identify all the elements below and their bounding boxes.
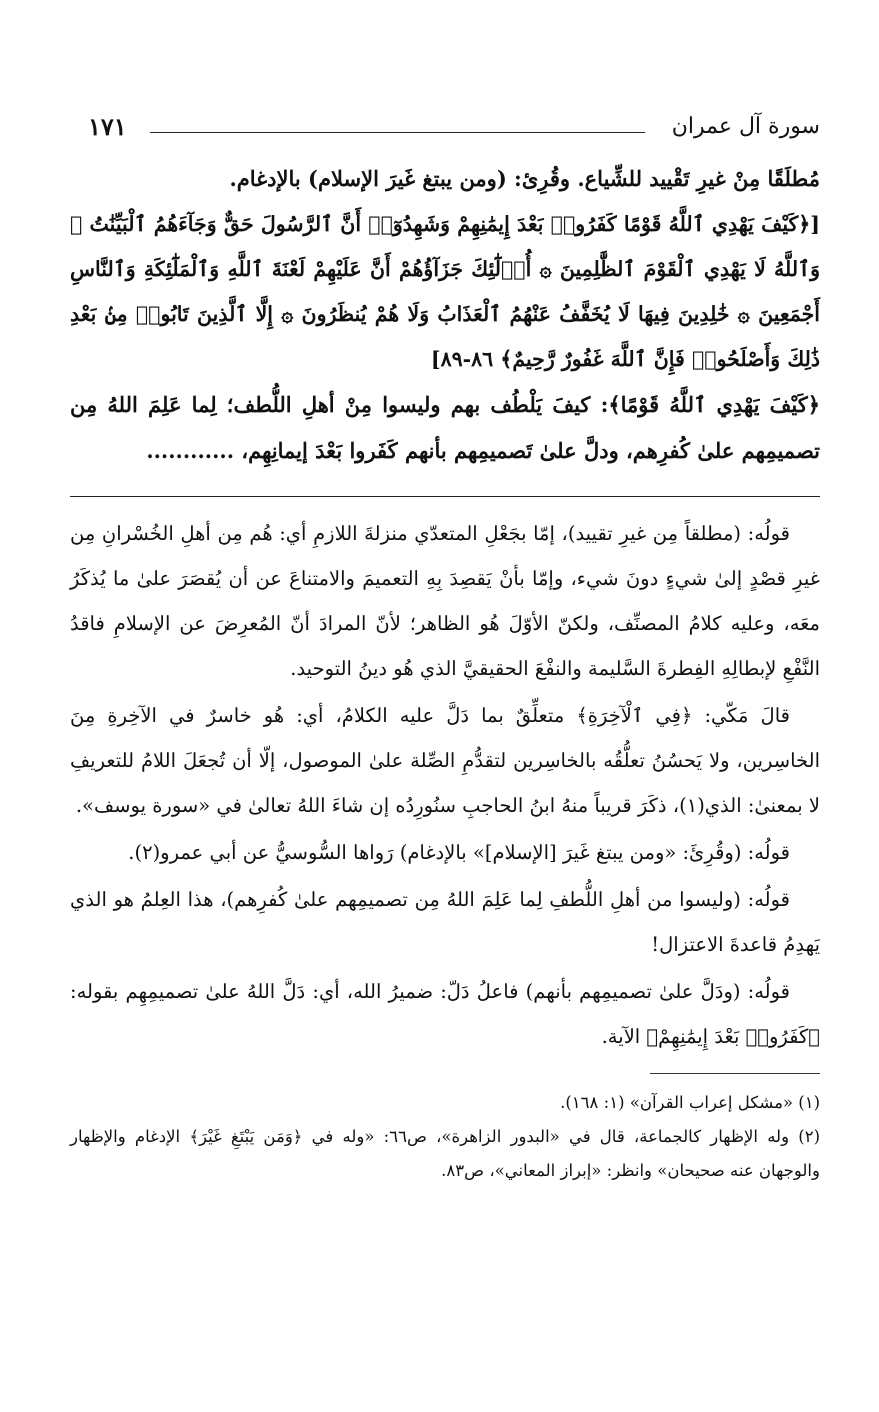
footnote-rule xyxy=(650,1073,820,1074)
running-title: سورة آل عمران xyxy=(671,114,820,139)
page-number: ١٧١ xyxy=(88,112,127,141)
quran-verses: [﴿كَيْفَ يَهْدِي ٱللَّهُ قَوْمًا كَفَرُوا۟ بَعْدَ إِيمَٰنِهِمْ وَشَهِدُوٓا۟ أَنَّ ٱلرَّسُولَ حَقٌّ وَجَآءَهُمُ ٱلْبَيِّنَٰتُ ۚ وَٱللَّهُ لَا يَهْدِي ٱلْقَوْمَ ٱلظَّٰلِمِينَ ۞ أُو۟لَٰٓئِكَ جَزَآؤُهُمْ أَنَّ عَلَيْهِمْ لَعْنَةَ ٱللَّهِ وَٱلْمَلَٰٓئِكَةِ وَٱلنَّاسِ أَجْمَعِينَ ۞ خَٰلِدِينَ فِيهَا لَا يُخَفَّفُ عَنْهُمُ ٱلْعَذَابُ وَلَا هُمْ يُنظَرُونَ ۞ إِلَّا ٱلَّذِينَ تَابُوا۟ مِنۢ بَعْدِ ذَٰلِكَ وَأَصْلَحُوا۟ فَإِنَّ ٱللَّهَ غَفُورٌ رَّحِيمٌ﴾ ٨٦-٨٩] xyxy=(70,212,820,371)
page-header xyxy=(70,110,820,150)
section-divider xyxy=(70,496,820,497)
main-text xyxy=(70,156,820,474)
footnote-1: (١) «مشكل إعراب القرآن» (١: ١٦٨). xyxy=(560,1093,820,1112)
commentary-paragraph: قولُه: (وليسوا من أهلِ اللُّطفِ لِما عَلِمَ اللهُ مِن تصميمِهم علىٰ كُفرِهم)، هذا العِلمُ هو الذي يَهدِمُ قاعدةَ الاعتزال! xyxy=(70,888,820,956)
commentary xyxy=(70,511,820,1059)
commentary-paragraph: قولُه: (وقُرِئَ: «ومن يبتغ غَيرَ [الإسلام]» بالإدغام) رَواها السُّوسيُّ عن أبي عمرو(٢). xyxy=(128,841,790,864)
commentary-paragraph: قالَ مَكّي: ﴿فِي ٱلْآخِرَةِ﴾ متعلِّقٌ بما دَلَّ عليه الكلامُ، أي: هُو خاسرٌ في الآخِرةِ مِنَ الخاسِرين، ولا يَحسُنُ تعلُّقُه بالخاسِرين لتقدُّمِ الصِّلة علىٰ الموصول، إلّا أن تُجعَلَ اللامُ للتعريفِ لا بمعنىٰ: الذي(١)، ذكَرَ قريباً منهُ ابنُ الحاجبِ سنُورِدُه إن شاءَ اللهُ تعالىٰ في «سورة يوسف». xyxy=(70,704,820,817)
header-rule xyxy=(150,132,645,133)
intro-line: مُطلَقًا مِنْ غيرِ تَقْييد للشِّياع. وقُرِئ: (ومن يبتغ غَيرَ الإسلام) بالإدغام. xyxy=(229,166,820,191)
commentary-paragraph: قولُه: (مطلقاً مِن غيرِ تقييد)، إمّا بجَعْلِ المتعدّي منزلةَ اللازمِ أي: هُم مِن أهلِ الخُسْرانِ مِن غيرِ قصْدٍ إلىٰ شيءٍ دونَ شيء، وإمّا بأنْ يَقصِدَ بِهِ التعميمَ والامتناعَ عن أن يُقصَرَ علىٰ ما يُذكَرُ معَه، وعليه كلامُ المصنِّف، ولكنّ الأوّلَ هُو الظاهر؛ لأنّ المرادَ أنّ المُعرِضَ عن الإسلامِ فاقدُ النَّفْعِ لإبطالِهِ الفِطرةَ السَّليمة والنفْعَ الحقيقيَّ الذي هُو دينُ التوحيد. xyxy=(70,522,820,680)
commentary-paragraph: قولُه: (ودَلَّ علىٰ تصميمِهم بأنهم) فاعلُ دَلّ: ضميرُ الله، أي: دَلَّ اللهُ علىٰ تصميمِهِم بقوله: ﴿كَفَرُوا۟ بَعْدَ إِيمَٰنِهِمْ﴾ الآية. xyxy=(70,980,820,1048)
tafsir-text: ﴿كَيْفَ يَهْدِي ٱللَّهُ قَوْمًا﴾: كيفَ يَلْطُف بهم وليسوا مِنْ أهلِ اللُّطف؛ لِما عَلِمَ اللهُ مِن تصميمِهم علىٰ كُفرِهم، ودلَّ علىٰ تَصميمِهم بأنهم كَفَروا بَعْدَ إيمانِهِم، ............ xyxy=(70,392,820,463)
footnotes xyxy=(70,1086,820,1188)
footnote-2: (٢) وله الإظهار كالجماعة، قال في «البدور الزاهرة»، ص٦٦: «وله في ﴿وَمَن يَبْتَغِ غَيْرَ﴾ الإدغام والإظهار والوجهان عنه صحيحان» وانظر: «إبراز المعاني»، ص٨٣. xyxy=(70,1127,820,1180)
book-page xyxy=(70,110,820,1188)
